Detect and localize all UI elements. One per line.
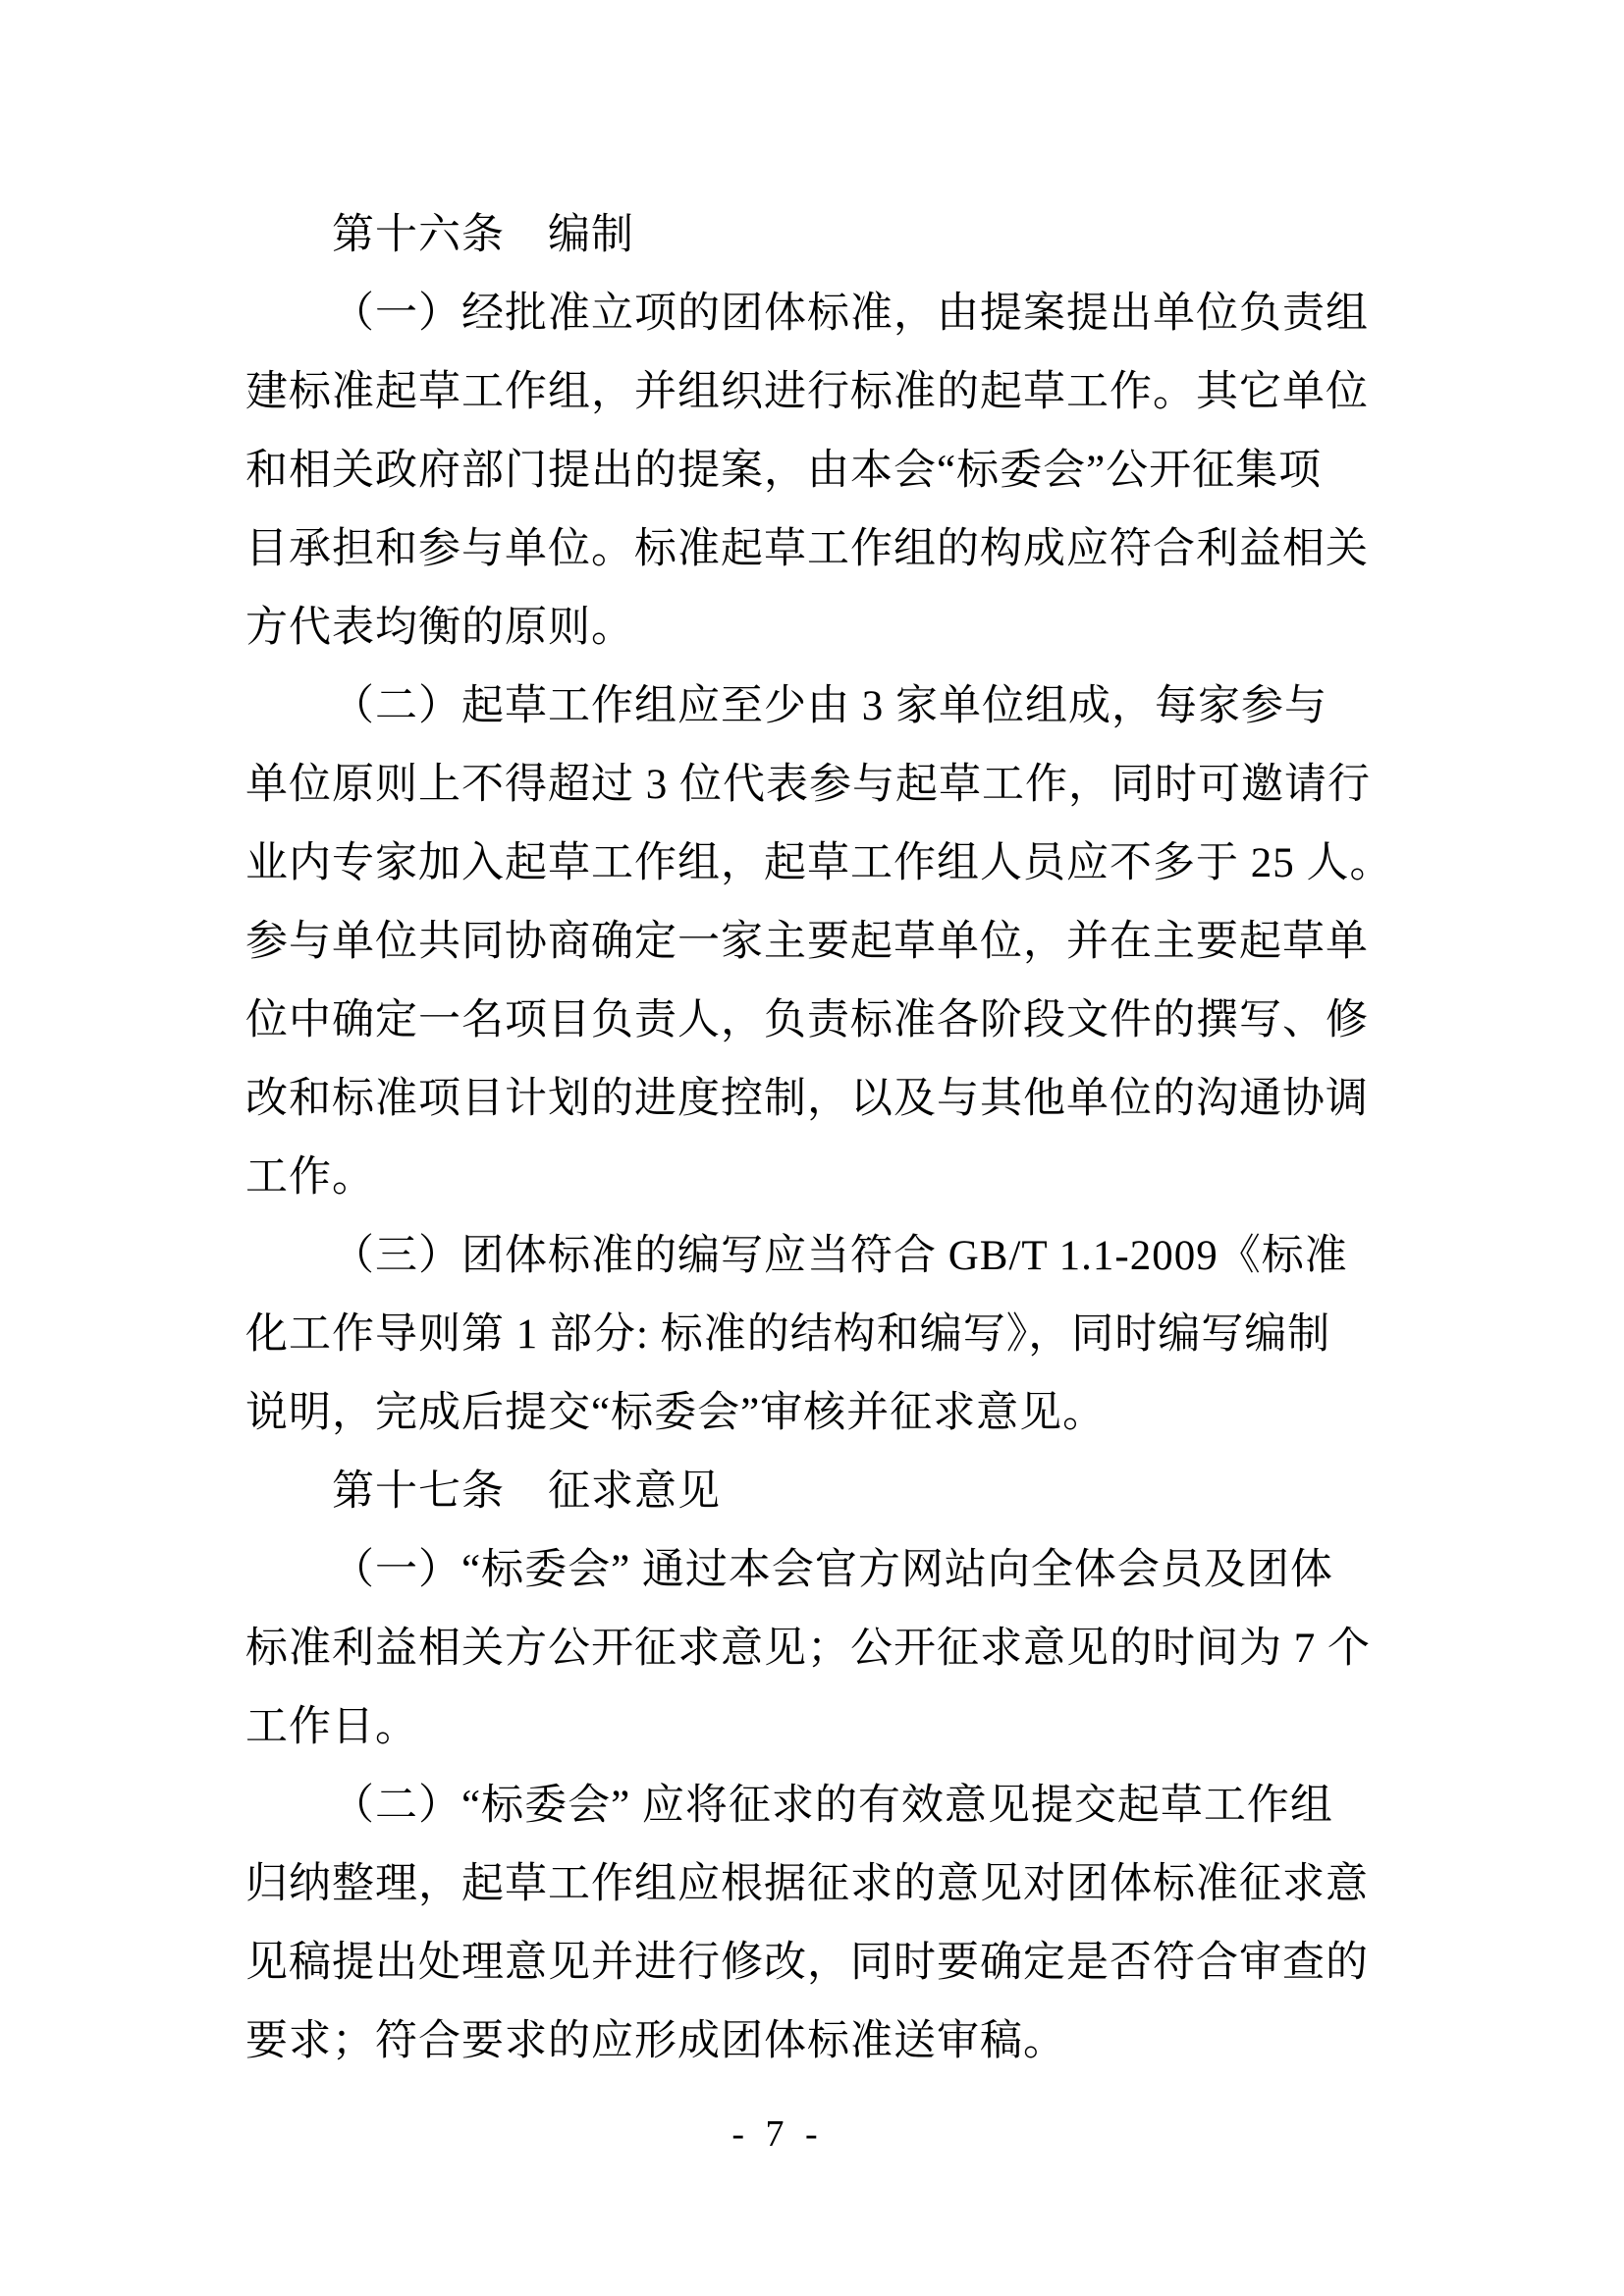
page-number: - 7 - xyxy=(731,2113,824,2155)
text-line: 和相关政府部门提出的提案，由本会“标委会”公开征集项 xyxy=(245,448,1323,494)
text-line: 说明，完成后提交“标委会”审核并征求意见。 xyxy=(245,1390,1107,1436)
text-line: 化工作导则第 1 部分: 标准的结构和编写》，同时编写编制 xyxy=(245,1311,1331,1358)
text-line: 第十六条 编制 xyxy=(332,212,634,258)
text-line: 改和标准项目计划的进度控制，以及与其他单位的沟通协调 xyxy=(245,1076,1369,1122)
text-line: 参与单位共同协商确定一家主要起草单位，并在主要起草单 xyxy=(245,919,1369,965)
text-line: 位中确定一名项目负责人，负责标准各阶段文件的撰写、修 xyxy=(245,997,1369,1043)
text-line: （二）起草工作组应至少由 3 家单位组成，每家参与 xyxy=(332,683,1327,729)
page-footer xyxy=(0,2112,1555,2156)
text-line: 工作日。 xyxy=(245,1704,418,1750)
text-line: 要求；符合要求的应形成团体标准送审稿。 xyxy=(245,2018,1066,2064)
document-body xyxy=(245,196,1393,2081)
text-line: 归纳整理，起草工作组应根据征求的意见对团体标准征求意 xyxy=(245,1861,1369,1907)
text-line: 建标准起草工作组，并组织进行标准的起草工作。其它单位 xyxy=(245,369,1369,415)
text-line: 标准利益相关方公开征求意见；公开征求意见的时间为 7 个 xyxy=(245,1626,1371,1672)
text-line: （一）经批准立项的团体标准，由提案提出单位负责组 xyxy=(332,291,1369,337)
text-line: 方代表均衡的原则。 xyxy=(245,605,634,651)
text-line: 第十七条 征求意见 xyxy=(332,1468,721,1515)
text-line: 见稿提出处理意见并进行修改，同时要确定是否符合审查的 xyxy=(245,1940,1369,1986)
text-line: 工作。 xyxy=(245,1154,375,1201)
text-line: 单位原则上不得超过 3 位代表参与起草工作，同时可邀请行 xyxy=(245,762,1371,808)
text-line: （一）“标委会” 通过本会官方网站向全体会员及团体 xyxy=(332,1547,1333,1593)
text-line: （二）“标委会” 应将征求的有效意见提交起草工作组 xyxy=(332,1783,1333,1829)
text-line: 目承担和参与单位。标准起草工作组的构成应符合利益相关 xyxy=(245,526,1369,572)
text-line: （三）团体标准的编写应当符合 GB/T 1.1-2009《标准 xyxy=(332,1233,1348,1279)
text-line: 业内专家加入起草工作组，起草工作组人员应不多于 25 人。 xyxy=(245,840,1393,886)
